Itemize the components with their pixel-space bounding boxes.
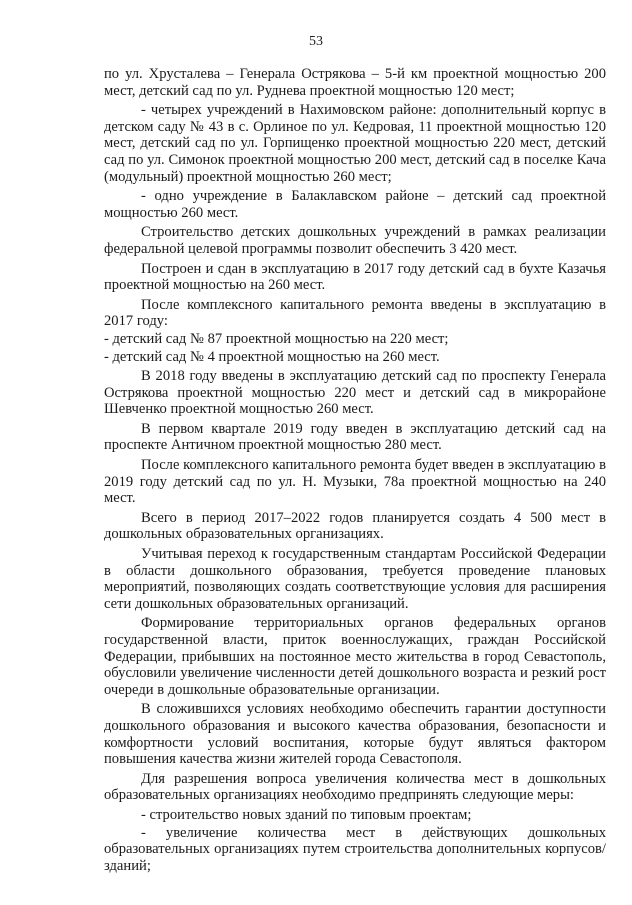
paragraph-11: После комплексного капитального ремонта будет введен в эксплуатацию в 2019 году детский сад по ул. Н. Музыки, 78а проектной мощностью на 240 мест.	[104, 457, 606, 507]
paragraph-12: Всего в период 2017–2022 годов планируется создать 4 500 мест в дошкольных образовательных организациях.	[104, 509, 606, 543]
paragraph-14: Формирование территориальных органов федеральных органов государственной власти, приток военнослужащих, граждан Российской Федерации, прибывших на постоянное место жительства в город Севастополь, обусловили увеличение численности детей дошкольного возраста и резкий рост очереди в дошкольные образовательные организации.	[104, 615, 606, 698]
list-item-balaklavsky: - одно учреждение в Балаклавском районе – детский сад проектной мощностью 260 мест.	[104, 188, 606, 221]
paragraph-4: Строительство детских дошкольных учреждений в рамках реализации федеральной целевой программы позволит обеспечить 3 420 мест.	[104, 224, 606, 257]
paragraph-9: В 2018 году введены в эксплуатацию детский сад по проспекту Генерала Острякова проектной мощностью 220 мест и детский сад в микрорайоне Шевченко проектной мощностью 260 мест.	[104, 368, 606, 418]
list-item-kindergarten-87: - детский сад № 87 проектной мощностью на 220 мест;	[104, 330, 449, 347]
paragraph-13: Учитывая переход к государственным стандартам Российской Федерации в области дошкольного образования, требуется проведение плановых мероприятий, позволяющих создать соответствующие условия для расширения сети дошкольных образовательных организаций.	[104, 546, 606, 612]
list-item-new-buildings: - строительство новых зданий по типовым проектам;	[141, 806, 472, 823]
paragraph-15: В сложившихся условиях необходимо обеспечить гарантии доступности дошкольного образования и высокого качества образования, безопасности и комфортности условий воспитания, которые будут являться фактором повышения качества жизни жителей города Севастополя.	[104, 701, 606, 768]
paragraph-16: Для разрешения вопроса увеличения количества мест в дошкольных образовательных организациях необходимо предпринять следующие меры:	[104, 770, 606, 804]
page-number: 53	[309, 34, 323, 49]
list-item-increase-places: - увеличение количества мест в действующих дошкольных образовательных организациях путем строительства дополнительных корпусов/зданий;	[104, 824, 606, 874]
paragraph-5: Построен и сдан в эксплуатацию в 2017 году детский сад в бухте Казачья проектной мощностью на 260 мест.	[104, 260, 606, 294]
document-body	[104, 66, 606, 877]
paragraph-6: После комплексного капитального ремонта введены в эксплуатацию в 2017 году:	[104, 296, 606, 330]
list-item-kindergarten-4: - детский сад № 4 проектной мощностью на 260 мест.	[104, 348, 440, 365]
list-item-nakhimovsky: - четырех учреждений в Нахимовском районе: дополнительный корпус в детском саду № 43 в с. Орлиное по ул. Кедровая, 11 проектной мощностью 120 мест, детский сад по ул. Горпищенко проектной мощностью 220 мест, детский сад по ул. Симонок проектной мощностью 200 мест, детский сад в поселке Кача (модульный) проектной мощностью 260 мест;	[104, 102, 606, 185]
paragraph-10: В первом квартале 2019 году введен в эксплуатацию детский сад на проспекте Античном проектной мощностью 280 мест.	[104, 420, 606, 454]
paragraph-1: по ул. Хрусталева – Генерала Острякова – 5-й км проектной мощностью 200 мест, детский сад по ул. Руднева проектной мощностью 120 мест;	[104, 66, 606, 99]
